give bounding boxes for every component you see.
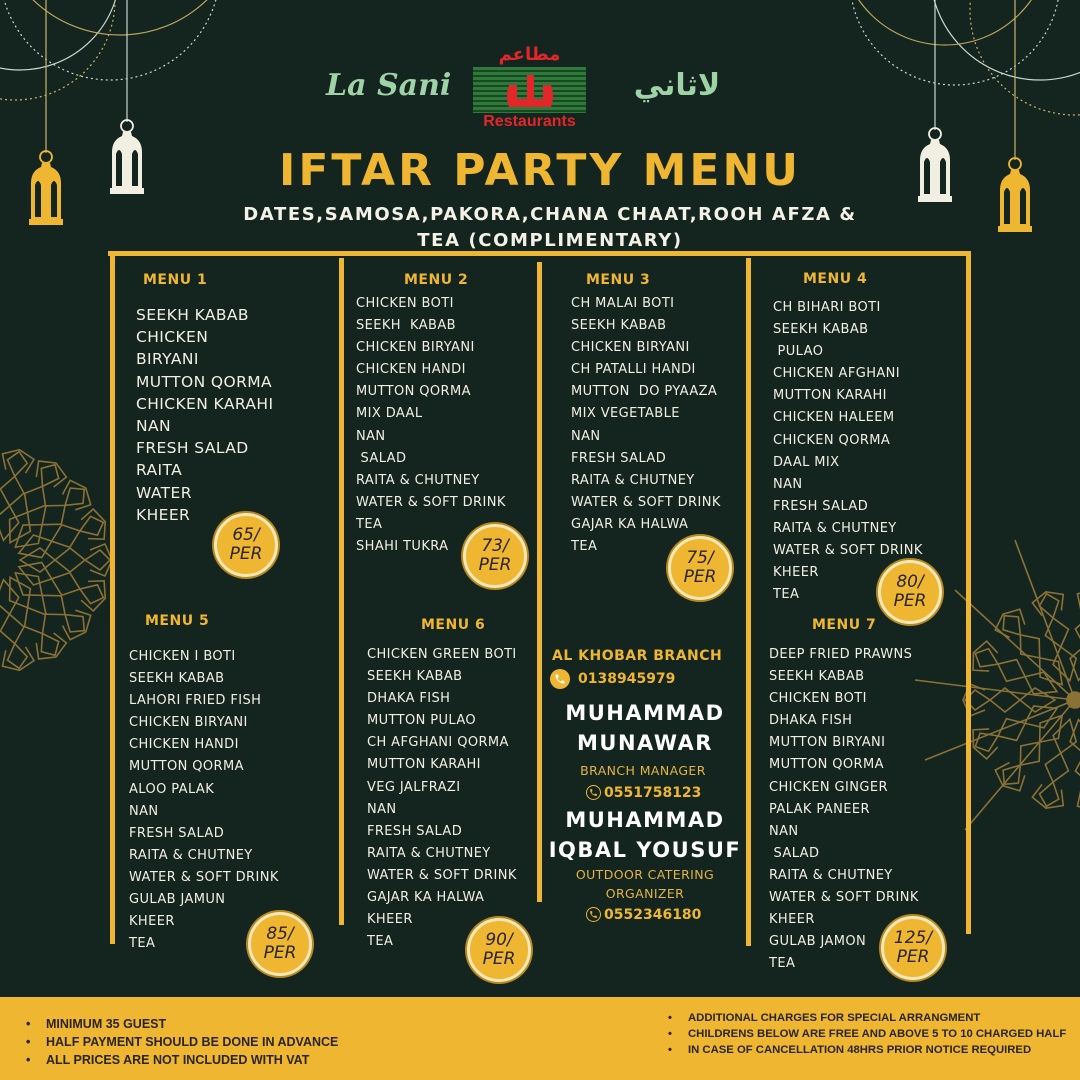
terms-right bbox=[668, 1010, 1068, 1058]
menu-item: CHICKEN I BOTI bbox=[129, 649, 236, 664]
menu-item: NAN bbox=[356, 428, 386, 444]
arc-decoration bbox=[0, 0, 120, 70]
menu-item: SEEKH KABAB bbox=[356, 318, 456, 334]
menu-item: DHAKA FISH bbox=[367, 691, 451, 707]
menu-item: SEEKH KABAB bbox=[136, 306, 249, 324]
menu-item: NAN bbox=[367, 801, 397, 817]
menu-6-items bbox=[367, 644, 517, 953]
menu-item: TEA bbox=[571, 539, 598, 555]
menu-item: ALOO PALAK bbox=[129, 781, 215, 797]
person-1-role: BRANCH MANAGER bbox=[580, 763, 706, 778]
menu-item: KHEER bbox=[367, 912, 413, 928]
price-badge: 75/ PER bbox=[668, 536, 732, 600]
term-item: • IN CASE OF CANCELLATION 48HRS PRIOR NOTICE REQUIRED bbox=[668, 1042, 1068, 1058]
branch-phone-number: 0138945979 bbox=[578, 671, 676, 687]
menu-item: MUTTON QORMA bbox=[136, 372, 273, 391]
terms-left bbox=[26, 1015, 338, 1069]
frame-divider bbox=[537, 262, 542, 902]
phone-icon bbox=[550, 669, 570, 689]
menu-item: WATER & SOFT DRINK bbox=[367, 867, 517, 883]
menu-item: CHICKEN GREEN BOTI bbox=[367, 647, 517, 662]
menu-item: CHICKEN bbox=[136, 328, 209, 347]
mandala-left bbox=[0, 447, 112, 673]
menu-item: FRESH SALAD bbox=[773, 498, 869, 514]
menu-item: TEA bbox=[773, 587, 800, 603]
menu-item: KHEER bbox=[129, 914, 175, 930]
menu-item: CHICKEN BIRYANI bbox=[356, 340, 475, 356]
menu-item: SEEKH KABAB bbox=[773, 322, 869, 338]
menu-item: MUTTON DO PYAAZA bbox=[571, 384, 718, 400]
menu-item: RAITA & CHUTNEY bbox=[571, 472, 695, 488]
menu-item: WATER & SOFT DRINK bbox=[571, 494, 721, 510]
menu-item: WATER & SOFT DRINK bbox=[129, 869, 279, 885]
menu-item: CHICKEN BOTI bbox=[769, 691, 867, 707]
frame-divider bbox=[966, 256, 971, 934]
frame-divider bbox=[746, 258, 751, 946]
menu-item: KHEER bbox=[136, 505, 191, 524]
complimentary-items bbox=[0, 202, 1080, 254]
menu-item: CH BIHARI BOTI bbox=[773, 300, 881, 315]
term-item: • MINIMUM 35 GUEST bbox=[26, 1015, 338, 1033]
menu-item: CHICKEN GINGER bbox=[769, 779, 888, 795]
menu-item: KHEER bbox=[769, 912, 815, 928]
menu-item: WATER bbox=[136, 483, 192, 502]
menu-item: MUTTON KARAHI bbox=[773, 388, 887, 404]
page-title: IFTAR PARTY MENU bbox=[278, 145, 802, 196]
brand-name-latin: La Sani bbox=[326, 68, 452, 103]
menu-item: TEA bbox=[367, 934, 394, 950]
menu-title: MENU 3 bbox=[586, 272, 651, 288]
price-badge: 125/ PER bbox=[881, 916, 945, 980]
menu-item: MUTTON PULAO bbox=[367, 713, 477, 729]
menu-item: MIX VEGETABLE bbox=[571, 406, 680, 422]
menu-item: NAN bbox=[571, 428, 601, 444]
terms-footer bbox=[0, 997, 1080, 1080]
menu-item: NAN bbox=[773, 476, 803, 492]
frame-top-border bbox=[108, 251, 971, 256]
price-badge: 73/ PER bbox=[463, 524, 527, 588]
frame-divider bbox=[110, 256, 115, 944]
menu-item: NAN bbox=[136, 417, 171, 436]
menu-item: CHICKEN BIRYANI bbox=[129, 715, 248, 731]
menu-item: CHICKEN AFGHANI bbox=[773, 366, 901, 382]
menu-item: RAITA & CHUTNEY bbox=[367, 845, 491, 861]
menu-item: WATER & SOFT DRINK bbox=[769, 890, 919, 906]
person-2-phone[interactable] bbox=[586, 904, 701, 923]
menu-item: SHAHI TUKRA bbox=[356, 539, 449, 555]
menu-item: CHICKEN KARAHI bbox=[136, 394, 274, 413]
menu-item: MUTTON QORMA bbox=[356, 384, 471, 400]
menu-item: CH AFGHANI QORMA bbox=[367, 735, 509, 751]
menu-item: SEEKH KABAB bbox=[769, 669, 865, 685]
menu-item: CH PATALLI HANDI bbox=[571, 362, 696, 378]
menu-1 bbox=[143, 272, 207, 288]
menu-item: DAAL MIX bbox=[773, 454, 840, 470]
menu-title: MENU 4 bbox=[803, 271, 868, 287]
menu-item: WATER & SOFT DRINK bbox=[356, 494, 506, 510]
subtitle-line-2: TEA (COMPLIMENTARY) bbox=[417, 230, 683, 251]
menu-item: GAJAR KA HALWA bbox=[571, 516, 689, 532]
menu-2-items bbox=[356, 293, 506, 558]
menu-item: MUTTON BIRYANI bbox=[769, 735, 886, 751]
menu-item: KHEER bbox=[773, 565, 819, 581]
menu-title: MENU 2 bbox=[404, 272, 469, 288]
menu-3-items bbox=[571, 293, 721, 558]
phone-icon bbox=[586, 907, 601, 922]
phone-icon bbox=[586, 785, 601, 800]
term-item: • HALF PAYMENT SHOULD BE DONE IN ADVANCE bbox=[26, 1033, 338, 1051]
menu-item: VEG JALFRAZI bbox=[367, 779, 461, 795]
menu-item: CH MALAI BOTI bbox=[571, 296, 675, 311]
menu-item: FRESH SALAD bbox=[129, 825, 225, 841]
menu-item: CHICKEN HALEEM bbox=[773, 410, 895, 426]
menu-item: CHICKEN HANDI bbox=[129, 737, 239, 753]
menu-item: TEA bbox=[769, 956, 796, 972]
phone-number: 0551758123 bbox=[604, 784, 702, 801]
menu-1-items bbox=[136, 304, 273, 526]
menu-item: FRESH SALAD bbox=[571, 450, 667, 466]
menu-title: MENU 7 bbox=[812, 617, 877, 633]
menu-item: GAJAR KA HALWA bbox=[367, 890, 485, 906]
menu-title: MENU 6 bbox=[421, 617, 486, 633]
term-item: • CHILDRENS BELOW ARE FREE AND ABOVE 5 TO 10 CHARGED HALF bbox=[668, 1026, 1068, 1042]
menu-item: RAITA & CHUTNEY bbox=[773, 520, 897, 536]
subtitle-line-1: DATES,SAMOSA,PAKORA,CHANA CHAAT,ROOH AFZA & bbox=[243, 204, 857, 225]
term-item: • ADDITIONAL CHARGES FOR SPECIAL ARRANGMENT bbox=[668, 1010, 1068, 1026]
logo-restaurants-text: Restaurants bbox=[483, 113, 576, 130]
logo-arabic-text: مطاعم bbox=[498, 44, 561, 65]
contact-person-1: MUHAMMAD MUNAWAR bbox=[565, 701, 725, 755]
price-badge: 80/ PER bbox=[878, 560, 942, 624]
contact-person-2: MUHAMMAD IQBAL YOUSUF bbox=[548, 808, 742, 862]
menu-item: MUTTON QORMA bbox=[769, 757, 884, 773]
menu-title: MENU 1 bbox=[143, 272, 208, 288]
menu-item: LAHORI FRIED FISH bbox=[129, 693, 262, 709]
menu-item: TEA bbox=[129, 936, 156, 952]
menu-item: DHAKA FISH bbox=[769, 713, 853, 729]
menu-item: WATER & SOFT DRINK bbox=[773, 543, 923, 559]
price-badge: 90/ PER bbox=[467, 918, 531, 982]
brand-name-arabic: لاثاني bbox=[633, 68, 721, 103]
menu-item: CHICKEN HANDI bbox=[356, 362, 466, 378]
menu-item: MUTTON KARAHI bbox=[367, 757, 481, 773]
frame-divider bbox=[339, 258, 344, 925]
menu-item: SEEKH KABAB bbox=[571, 318, 667, 334]
person-1-phone[interactable] bbox=[586, 782, 701, 801]
logo-ll-icon bbox=[503, 71, 557, 111]
menu-item: DEEP FRIED PRAWNS bbox=[769, 647, 913, 662]
phone-number: 0552346180 bbox=[604, 906, 702, 923]
menu-item: SALAD bbox=[356, 450, 407, 466]
menu-4-items bbox=[773, 297, 923, 606]
restaurant-logo bbox=[473, 45, 586, 133]
branch-name: AL KHOBAR BRANCH bbox=[552, 648, 723, 664]
menu-item: PALAK PANEER bbox=[769, 801, 870, 817]
menu-item: TEA bbox=[356, 516, 383, 532]
menu-item: SEEKH KABAB bbox=[367, 669, 463, 685]
menu-5-items bbox=[129, 646, 279, 955]
menu-item: RAITA & CHUTNEY bbox=[356, 472, 480, 488]
menu-item: RAITA bbox=[136, 461, 183, 480]
menu-item: NAN bbox=[769, 823, 799, 839]
menu-item: CHICKEN BIRYANI bbox=[571, 340, 690, 356]
menu-item: MIX DAAL bbox=[356, 406, 423, 422]
person-2-role: OUTDOOR CATERING ORGANIZER bbox=[575, 867, 715, 901]
menu-item: NAN bbox=[129, 803, 159, 819]
menu-item: RAITA & CHUTNEY bbox=[769, 867, 893, 883]
menu-item: SEEKH KABAB bbox=[129, 671, 225, 687]
menu-item: GULAB JAMON bbox=[769, 934, 867, 950]
menu-title: MENU 5 bbox=[145, 613, 210, 629]
price-badge: 65/ PER bbox=[214, 513, 278, 577]
menu-item: MUTTON QORMA bbox=[129, 759, 244, 775]
menu-item: GULAB JAMUN bbox=[129, 892, 226, 908]
menu-item: RAITA & CHUTNEY bbox=[129, 847, 253, 863]
menu-item: CHICKEN QORMA bbox=[773, 432, 891, 448]
menu-item: SALAD bbox=[769, 845, 820, 861]
menu-item: PULAO bbox=[773, 344, 824, 360]
term-item: • ALL PRICES ARE NOT INCLUDED WITH VAT bbox=[26, 1051, 338, 1069]
menu-item: BIRYANI bbox=[136, 350, 199, 369]
menu-item: FRESH SALAD bbox=[367, 823, 463, 839]
price-badge: 85/ PER bbox=[248, 912, 312, 976]
branch-phone[interactable] bbox=[550, 669, 675, 689]
menu-item: CHICKEN BOTI bbox=[356, 296, 454, 311]
menu-item: FRESH SALAD bbox=[136, 439, 249, 458]
